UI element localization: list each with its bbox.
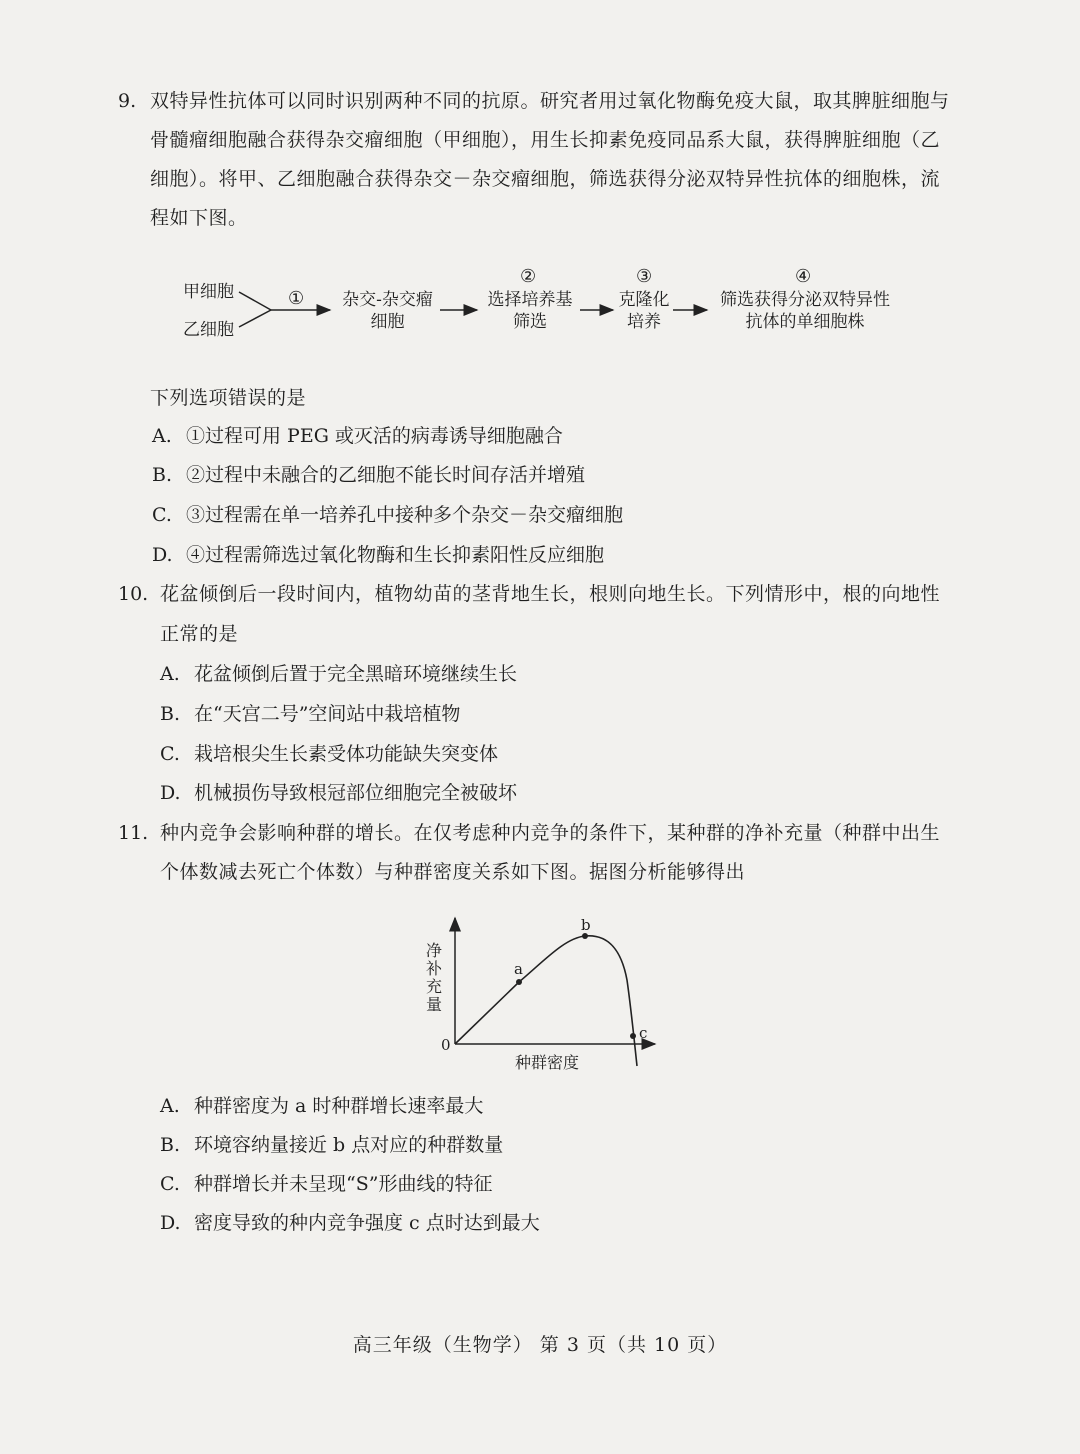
flow-node-2-line-2: 筛选: [513, 312, 547, 332]
flow-node-1-line-1: 杂交-杂交瘤: [342, 290, 433, 310]
q9-stem-line-4: 程如下图。: [150, 207, 248, 229]
flow-node-4-line-1: 筛选获得分泌双特异性: [720, 290, 890, 310]
net-recruitment-curve: [455, 936, 637, 1066]
q10-number: 10.: [118, 583, 149, 605]
q9-option-a: A. ①过程可用 PEG 或灭活的病毒诱导细胞融合: [152, 425, 563, 447]
q10-option-c: C. 栽培根尖生长素受体功能缺失突变体: [160, 743, 499, 765]
point-c-dot: [630, 1033, 636, 1039]
q9-prompt: 下列选项错误的是: [150, 387, 307, 409]
point-a-dot: [516, 979, 522, 985]
q9-stem-line-3: 细胞）。将甲、乙细胞融合获得杂交－杂交瘤细胞，筛选获得分泌双特异性抗体的细胞株，流: [150, 168, 941, 190]
page-footer: 高三年级（生物学） 第 3 页（共 10 页）: [352, 1334, 728, 1356]
graph-xlabel: 种群密度: [515, 1053, 580, 1072]
q11-graph: [415, 910, 675, 1080]
q11-option-a: A. 种群密度为 a 时种群增长速率最大: [160, 1095, 484, 1117]
flow-node-3-line-1: 克隆化: [618, 290, 670, 310]
graph-origin: 0: [441, 1036, 451, 1054]
q11-number: 11.: [118, 822, 149, 844]
q10-stem-line-2: 正常的是: [160, 623, 239, 645]
flow-step-3: ③: [636, 266, 653, 287]
flow-node-4-line-2: 抗体的单细胞株: [745, 312, 865, 332]
q10-stem-line-1: 花盆倾倒后一段时间内，植物幼苗的茎背地生长，根则向地生长。下列情形中，根的向地性: [160, 583, 941, 605]
q11-option-d: D. 密度导致的种内竞争强度 c 点时达到最大: [160, 1212, 540, 1234]
flow-node-2-line-1: 选择培养基: [487, 290, 573, 310]
q9-number: 9.: [118, 90, 137, 112]
flow-node-3-line-2: 培养: [627, 312, 661, 332]
q9-flow-diagram: [175, 265, 935, 345]
q9-option-d: D. ④过程需筛选过氧化物酶和生长抑素阳性反应细胞: [152, 544, 605, 566]
q10-option-a: A. 花盆倾倒后置于完全黑暗环境继续生长: [160, 663, 518, 685]
flow-step-4: ④: [795, 266, 812, 287]
graph-point-c: c: [639, 1024, 648, 1042]
q11-stem-line-1: 种内竞争会影响种群的增长。在仅考虑种内竞争的条件下，某种群的净补充量（种群中出生: [160, 822, 941, 844]
flow-cell-a: 甲细胞: [183, 282, 234, 302]
flow-node-1-line-2: 细胞: [370, 312, 405, 332]
q11-stem-line-2: 个体数减去死亡个体数）与种群密度关系如下图。据图分析能够得出: [160, 861, 746, 883]
q11-option-b: B. 环境容纳量接近 b 点对应的种群数量: [160, 1134, 504, 1156]
q9-option-c: C. ③过程需在单一培养孔中接种多个杂交－杂交瘤细胞: [152, 504, 624, 526]
flow-merge-line-a: [239, 292, 271, 310]
graph-point-a: a: [514, 960, 523, 978]
flow-step-1: ①: [288, 288, 305, 309]
q9-option-b: B. ②过程中未融合的乙细胞不能长时间存活并增殖: [152, 464, 586, 486]
q10-option-b: B. 在“天宫二号”空间站中栽培植物: [160, 703, 461, 725]
q9-stem-line-1: 双特异性抗体可以同时识别两种不同的抗原。研究者用过氧化物酶免疫大鼠，取其脾脏细胞与: [150, 90, 950, 112]
flow-merge-line-b: [239, 310, 271, 327]
graph-point-b: b: [581, 916, 591, 934]
q9-stem-line-2: 骨髓瘤细胞融合获得杂交瘤细胞（甲细胞），用生长抑素免疫同品系大鼠，获得脾脏细胞（乙: [150, 129, 941, 151]
q10-option-d: D. 机械损伤导致根冠部位细胞完全被破坏: [160, 782, 518, 804]
flow-cell-b: 乙细胞: [183, 320, 234, 340]
graph-ylabel: 净补充量: [425, 941, 442, 1014]
flow-step-2: ②: [520, 266, 537, 287]
q11-option-c: C. 种群增长并未呈现“S”形曲线的特征: [160, 1173, 493, 1195]
